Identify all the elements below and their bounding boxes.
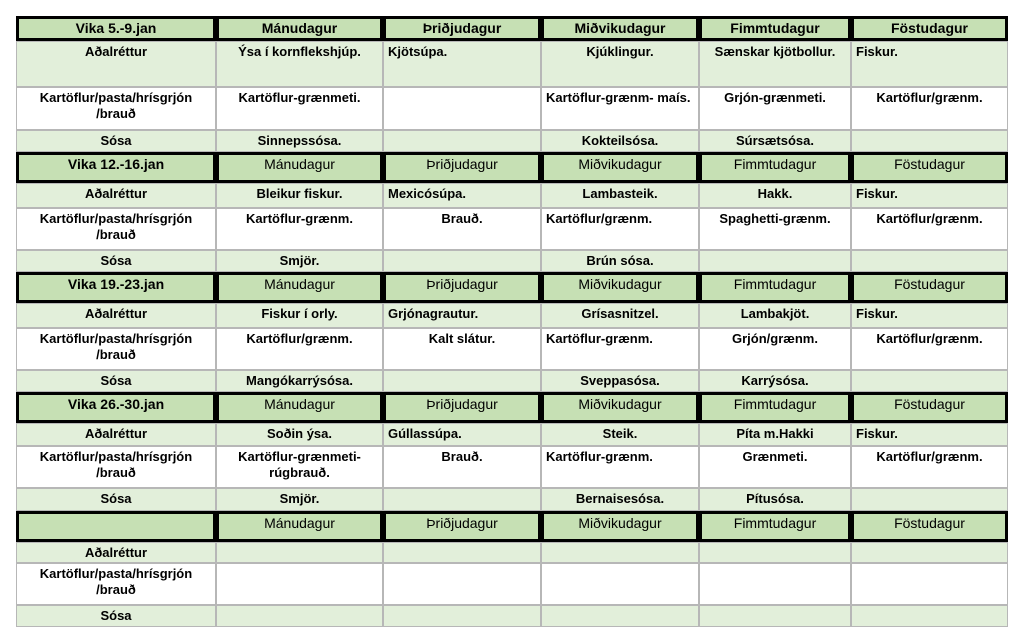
menu-cell: Lambakjöt. [699,303,851,328]
row-label-sauce: Sósa [16,250,216,272]
menu-cell: Kartöflur/grænm. [851,208,1008,250]
menu-cell: Hakk. [699,183,851,208]
menu-cell [383,542,541,563]
menu-cell: Súrsætsósa. [699,130,851,152]
menu-cell: Sveppasósa. [541,370,699,392]
row-label-sauce: Sósa [16,488,216,511]
menu-cell [383,87,541,130]
menu-cell: Fiskur. [851,183,1008,208]
menu-cell [851,130,1008,152]
menu-cell [216,563,383,605]
menu-cell: Sænskar kjötbollur. [699,41,851,87]
weekday-header: Fimmtudagur [699,511,851,542]
menu-cell: Kartöflur-grænmeti. [216,87,383,130]
menu-cell [699,542,851,563]
weekday-header: Þriðjudagur [383,511,541,542]
weekday-header: Þriðjudagur [383,392,541,423]
row-label-side: Kartöflur/pasta/hrísgrjón /brauð [16,563,216,605]
menu-cell [383,250,541,272]
menu-cell: Grjónagrautur. [383,303,541,328]
menu-cell: Kartöflur-grænmeti- rúgbrauð. [216,446,383,488]
menu-cell: Kartöflur-grænm. [216,208,383,250]
menu-cell: Steik. [541,423,699,446]
menu-cell [851,370,1008,392]
menu-cell: Kjúklingur. [541,41,699,87]
menu-cell [851,605,1008,627]
menu-cell: Bleikur fiskur. [216,183,383,208]
weekday-header: Fimmtudagur [699,152,851,183]
row-label-sauce: Sósa [16,605,216,627]
menu-cell: Brauð. [383,446,541,488]
menu-cell: Píta m.Hakki [699,423,851,446]
weekday-header: Þriðjudagur [383,152,541,183]
weekday-header: Föstudagur [851,152,1008,183]
menu-cell: Lambasteik. [541,183,699,208]
menu-cell: Ýsa í kornflekshjúp. [216,41,383,87]
menu-cell: Kartöflur/grænm. [216,328,383,370]
menu-cell: Kartöflur/grænm. [851,328,1008,370]
menu-cell [851,488,1008,511]
weekday-header: Miðvikudagur [541,511,699,542]
menu-cell: Kokteilsósa. [541,130,699,152]
week-title: Vika 5.-9.jan [16,16,216,41]
menu-cell [541,563,699,605]
row-label-main: Aðalréttur [16,183,216,208]
weekday-header: Föstudagur [851,16,1008,41]
week-title: Vika 12.-16.jan [16,152,216,183]
menu-cell [383,605,541,627]
menu-cell: Fiskur í orly. [216,303,383,328]
weekday-header: Mánudagur [216,511,383,542]
week-title: Vika 19.-23.jan [16,272,216,303]
row-label-main: Aðalréttur [16,303,216,328]
menu-cell: Kartöflur-grænm. [541,328,699,370]
row-label-sauce: Sósa [16,130,216,152]
menu-cell [216,605,383,627]
weekday-header: Þriðjudagur [383,272,541,303]
menu-cell: Smjör. [216,488,383,511]
menu-cell: Kartöflur-grænm- maís. [541,87,699,130]
menu-cell: Mexicósúpa. [383,183,541,208]
menu-cell [699,605,851,627]
weekday-header: Mánudagur [216,152,383,183]
row-label-main: Aðalréttur [16,423,216,446]
weekday-header: Fimmtudagur [699,392,851,423]
menu-cell: Spaghetti-grænm. [699,208,851,250]
menu-cell: Kalt slátur. [383,328,541,370]
menu-cell [383,563,541,605]
menu-cell [541,542,699,563]
weekday-header: Miðvikudagur [541,16,699,41]
row-label-side: Kartöflur/pasta/hrísgrjón /brauð [16,208,216,250]
menu-cell: Kjötsúpa. [383,41,541,87]
menu-cell: Kartöflur/grænm. [851,87,1008,130]
row-label-side: Kartöflur/pasta/hrísgrjón /brauð [16,328,216,370]
menu-cell: Brauð. [383,208,541,250]
row-label-main: Aðalréttur [16,41,216,87]
weekday-header: Mánudagur [216,392,383,423]
row-label-main: Aðalréttur [16,542,216,563]
weekday-header: Fimmtudagur [699,272,851,303]
weekday-header: Miðvikudagur [541,272,699,303]
menu-cell: Grjón/grænm. [699,328,851,370]
menu-cell: Grænmeti. [699,446,851,488]
weekday-header: Föstudagur [851,392,1008,423]
weekday-header: Fimmtudagur [699,16,851,41]
week-title: Vika 26.-30.jan [16,392,216,423]
menu-cell: Brún sósa. [541,250,699,272]
weekday-header: Mánudagur [216,272,383,303]
row-label-side: Kartöflur/pasta/hrísgrjón /brauð [16,446,216,488]
menu-cell: Pítusósa. [699,488,851,511]
menu-cell: Mangókarrýsósa. [216,370,383,392]
menu-cell [851,250,1008,272]
menu-cell [383,370,541,392]
weekday-header: Föstudagur [851,511,1008,542]
weekday-header: Miðvikudagur [541,392,699,423]
menu-cell [699,250,851,272]
menu-cell: Bernaisesósa. [541,488,699,511]
menu-cell: Sinnepssósa. [216,130,383,152]
weekday-header: Miðvikudagur [541,152,699,183]
menu-cell [851,563,1008,605]
week-title [16,511,216,542]
menu-cell [383,488,541,511]
row-label-sauce: Sósa [16,370,216,392]
row-label-side: Kartöflur/pasta/hrísgrjón /brauð [16,87,216,130]
menu-cell: Karrýsósa. [699,370,851,392]
menu-cell: Soðin ýsa. [216,423,383,446]
menu-cell: Fiskur. [851,423,1008,446]
menu-cell [216,542,383,563]
menu-cell [699,563,851,605]
menu-cell: Grjón-grænmeti. [699,87,851,130]
menu-cell [541,605,699,627]
menu-cell: Kartöflur/grænm. [541,208,699,250]
weekday-header: Þriðjudagur [383,16,541,41]
menu-cell: Grísasnitzel. [541,303,699,328]
weekday-header: Föstudagur [851,272,1008,303]
menu-cell: Fiskur. [851,41,1008,87]
menu-cell: Kartöflur-grænm. [541,446,699,488]
weekday-header: Mánudagur [216,16,383,41]
menu-cell: Smjör. [216,250,383,272]
menu-cell: Kartöflur/grænm. [851,446,1008,488]
menu-cell: Gúllassúpa. [383,423,541,446]
menu-cell [383,130,541,152]
menu-cell [851,542,1008,563]
menu-cell: Fiskur. [851,303,1008,328]
